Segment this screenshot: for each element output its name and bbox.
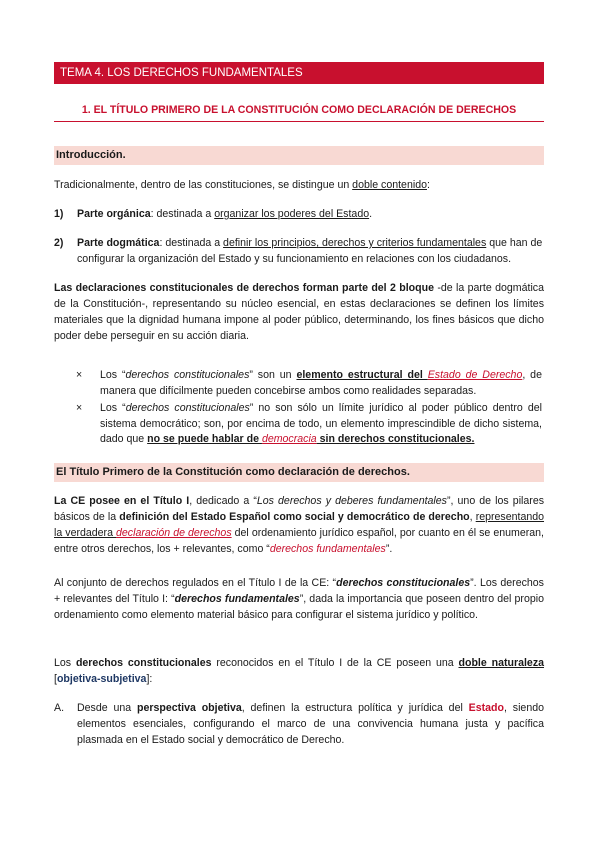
dual-nature-paragraph: Los derechos constitucionales reconocidos en el Título I de la CE poseen una doble naturaleza [objetiva-subjetiva]: [54, 657, 545, 685]
bullet-item: × Los “derechos constitucionales” no son sólo un límite jurídico al poder público dentro del sistema democrático; son, por encima de todo, un elemento imprescindible de dicho sistema, dado que no se puede hablar de democracia sin derechos constitucionales. [76, 402, 542, 445]
list-item: 1) Parte orgánica: destinada a organizar los poderes del Estado. [54, 208, 373, 220]
declarations-paragraph: Las declaraciones constitucionales de derechos forman parte del 2 bloque -de la parte dogmática de la Constitución-, representando su núcleo esencial, en estas declaraciones se definen los límites materiales que la dignidad humana impone al poder público, determinando, los fines básicos que dicho poder debe perseguir en su acción diaria. [54, 282, 544, 342]
list-item: A. Desde una perspectiva objetiva, definen la estructura política y jurídica del Estado, siendo elementos esenciales, configurando el marco de una convivencia humana justa y pacífica plasmada en el Estado social y democrático de Derecho. [54, 702, 544, 746]
section-heading: 1. EL TÍTULO PRIMERO DE LA CONSTITUCIÓN COMO DECLARACIÓN DE DERECHOS [54, 104, 544, 122]
section2-heading: El Título Primero de la Constitución como declaración de derechos. [54, 463, 544, 482]
page-title: TEMA 4. LOS DERECHOS FUNDAMENTALES [54, 62, 544, 84]
bullet-item: × Los “derechos constitucionales” son un elemento estructural del Estado de Derecho, de manera que difícilmente pueden concebirse ambos como realidades separadas. [76, 369, 542, 397]
intro-heading: Introducción. [54, 146, 544, 165]
list-item: 2) Parte dogmática: destinada a definir los principios, derechos y criterios fundamentales que han de configurar la organización del Estado y su funcionamiento en relaciones con los ciudadanos. [54, 237, 543, 265]
title-one-paragraph: La CE posee en el Título I, dedicado a “Los derechos y deberes fundamentales”, uno de los pilares básicos de la definición del Estado Español como social y democrático de derecho, representando la verdadera declaración de derechos del ordenamiento jurídico español, por cuanto en él se enumeran, entre otros derechos, los + relevantes, como “derechos fundamentales”. [54, 495, 545, 555]
intro-paragraph: Tradicionalmente, dentro de las constituciones, se distingue un doble contenido: [54, 179, 430, 191]
bullet-marker: × [76, 402, 83, 414]
bullet-marker: × [76, 369, 83, 381]
rights-set-paragraph: Al conjunto de derechos regulados en el Título I de la CE: “derechos constitucionales”. Los derechos + relevantes del Título I: “derechos fundamentales”, dada la importancia que poseen dentro del propio ordenamiento como elemento material básico para configurar el sistema jurídico y político. [54, 577, 544, 621]
